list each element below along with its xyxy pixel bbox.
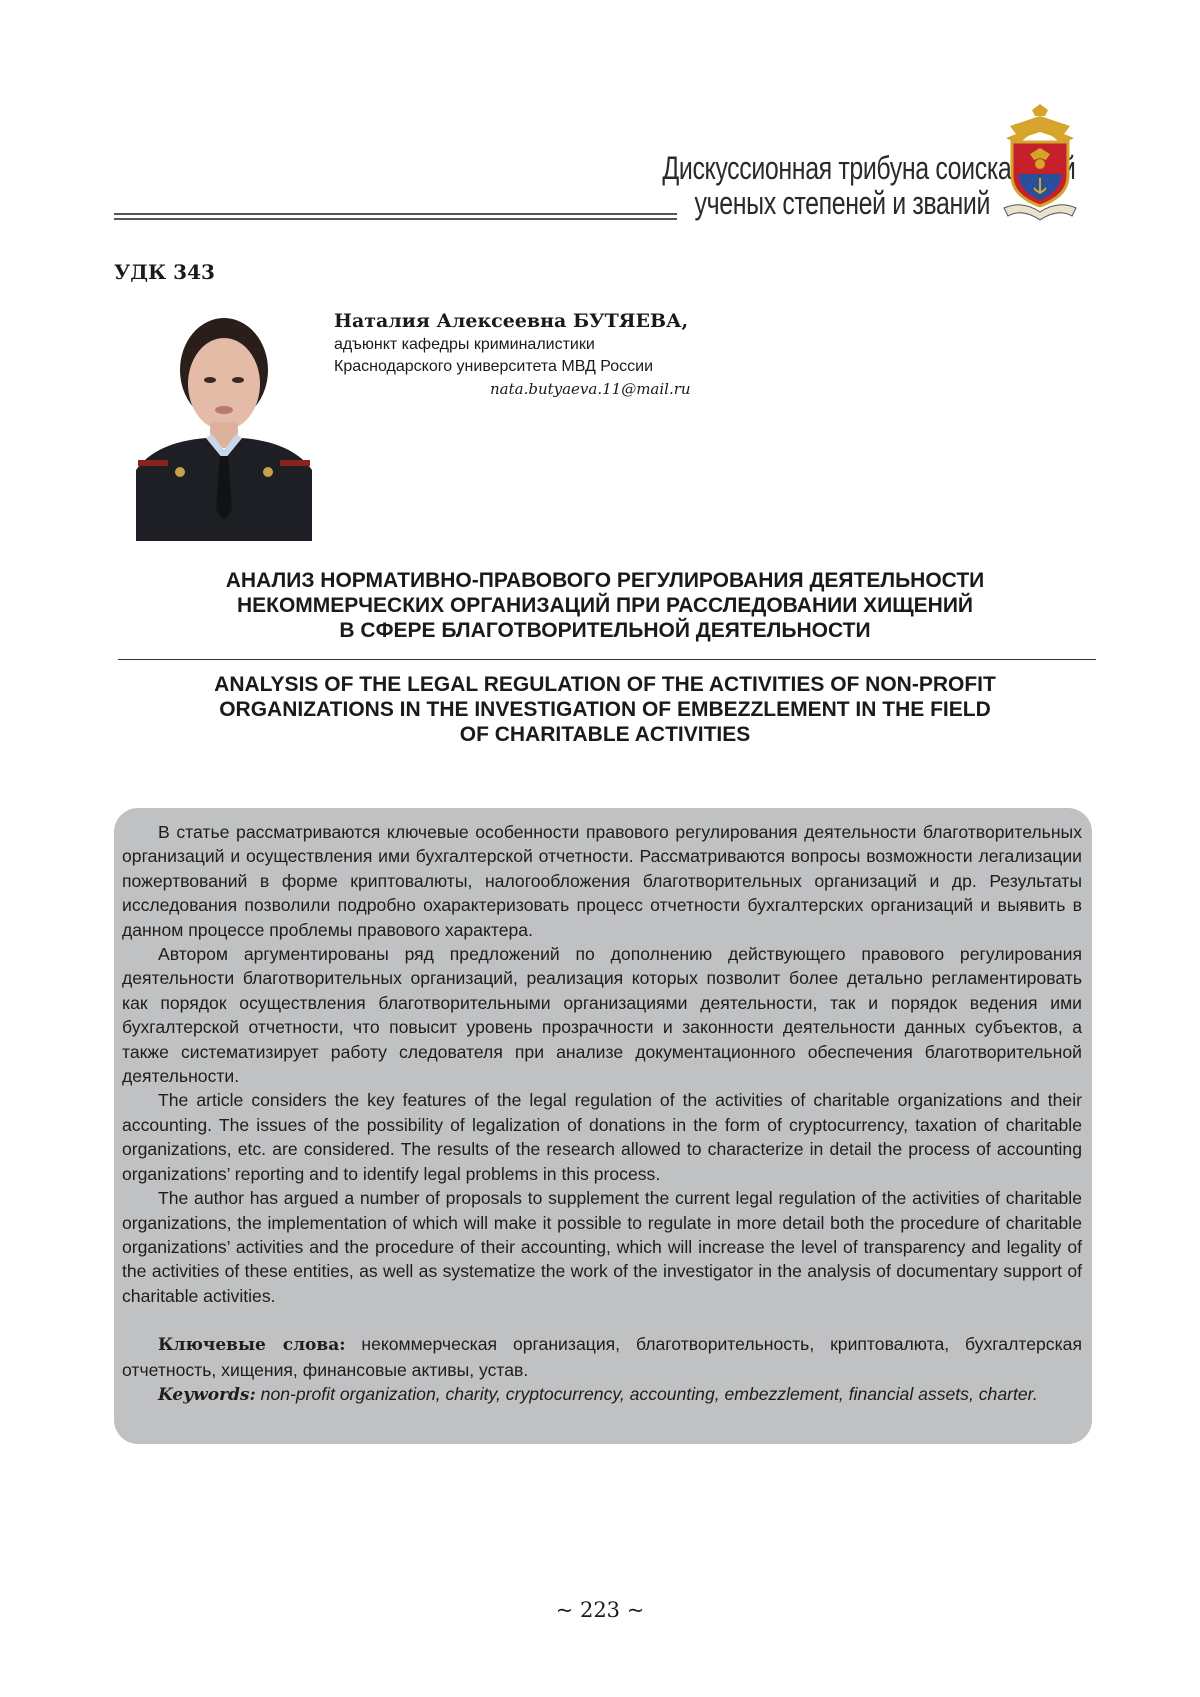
keywords-ru [122, 1332, 1082, 1382]
journal-section-title: Дискуссионная трибуна соискателей [662, 150, 990, 187]
author-position: адъюнкт кафедры криминалистики [334, 336, 595, 354]
abstract-paragraph-en-1: The article considers the key features of the legal regulation of the activities of charitable organizations and their accounting. The issues of the possibility of legalization of donations in the form of cryptocurrency, taxation of charitable organizations, etc. are considered. The results of the research allowed to characterize in detail the process of accounting organizations’ reporting and to identify legal problems in this process. [122, 1088, 1082, 1186]
title-ru-line: АНАЛИЗ НОРМАТИВНО-ПРАВОВОГО РЕГУЛИРОВАНИЯ ДЕЯТЕЛЬНОСТИ [140, 568, 1070, 593]
keywords-en-label: Keywords: [158, 1385, 256, 1405]
keywords-ru-text: некоммерческая организация, благотворительность, криптовалюта, бухгалтерская отчетность, хищения, финансовые активы, устав. [122, 1334, 1082, 1379]
journal-section-subtitle: ученых степеней и званий [662, 185, 990, 222]
abstract-paragraph-en-2: The author has argued a number of proposals to supplement the current legal regulation of the activities of charitable organizations, the implementation of which will make it possible to regulate in more detail both the procedure of charitable organizations’ activities and the procedure of their accounting, which will increase the level of transparency and legality of the activities of these entities, as well as systematize the work of the investigator in the analysis of documentary support of charitable activities. [122, 1186, 1082, 1308]
header-double-rule [114, 213, 677, 220]
title-ru-line: В СФЕРЕ БЛАГОТВОРИТЕЛЬНОЙ ДЕЯТЕЛЬНОСТИ [140, 618, 1070, 643]
author-portrait-icon [136, 310, 312, 541]
title-ru-line: НЕКОММЕРЧЕСКИХ ОРГАНИЗАЦИЙ ПРИ РАССЛЕДОВАНИИ ХИЩЕНИЙ [140, 593, 1070, 618]
title-divider [118, 659, 1096, 660]
keywords-en-text: non-profit organization, charity, cryptocurrency, accounting, embezzlement, financial assets, charter. [256, 1384, 1038, 1404]
title-en-line: OF CHARITABLE ACTIVITIES [140, 722, 1070, 747]
keywords-block [122, 1332, 1082, 1407]
title-en-line: ANALYSIS OF THE LEGAL REGULATION OF THE ACTIVITIES OF NON-PROFIT [140, 672, 1070, 697]
author-affiliation: Краснодарского университета МВД России [334, 358, 653, 376]
abstract-paragraph-ru-1: В статье рассматриваются ключевые особенности правового регулирования деятельности благотворительных организаций и осуществления ими бухгалтерской отчетности. Рассматриваются вопросы возможности легализации пожертвований в форме криптовалюты, налогообложения благотворительных организаций и др. Результаты исследования позволили подробно охарактеризовать процесс отчетности бухгалтерских организаций и выявить в данном процессе проблемы правового характера. [122, 820, 1082, 942]
article-title-en [140, 672, 1070, 747]
keywords-ru-label: Ключевые слова: [158, 1335, 346, 1355]
page-number: ~ 223 ~ [0, 1598, 1200, 1622]
author-email-link[interactable]: nata.butyaeva.11@mail.ru [490, 380, 691, 398]
author-name: Наталия Алексеевна БУТЯЕВА, [334, 310, 688, 332]
ministry-eagle-emblem-icon [1002, 104, 1078, 222]
abstract-text [122, 820, 1082, 1407]
udk-code: УДК 343 [114, 260, 215, 284]
abstract-paragraph-ru-2: Автором аргументированы ряд предложений по дополнению действующего правового регулирования деятельности благотворительных организаций, реализация которых позволит более детально регламентировать как порядок осуществления благотворительными организациями деятельности, так и порядок ведения ими бухгалтерской отчетности, что повысит уровень прозрачности и законности деятельности данных субъектов, а также систематизирует работу следователя при анализе документационного обеспечения благотворительной деятельности. [122, 942, 1082, 1088]
article-title-ru [140, 568, 1070, 643]
keywords-en [122, 1382, 1082, 1407]
abstract-box [114, 808, 1092, 1444]
title-en-line: ORGANIZATIONS IN THE INVESTIGATION OF EMBEZZLEMENT IN THE FIELD [140, 697, 1070, 722]
